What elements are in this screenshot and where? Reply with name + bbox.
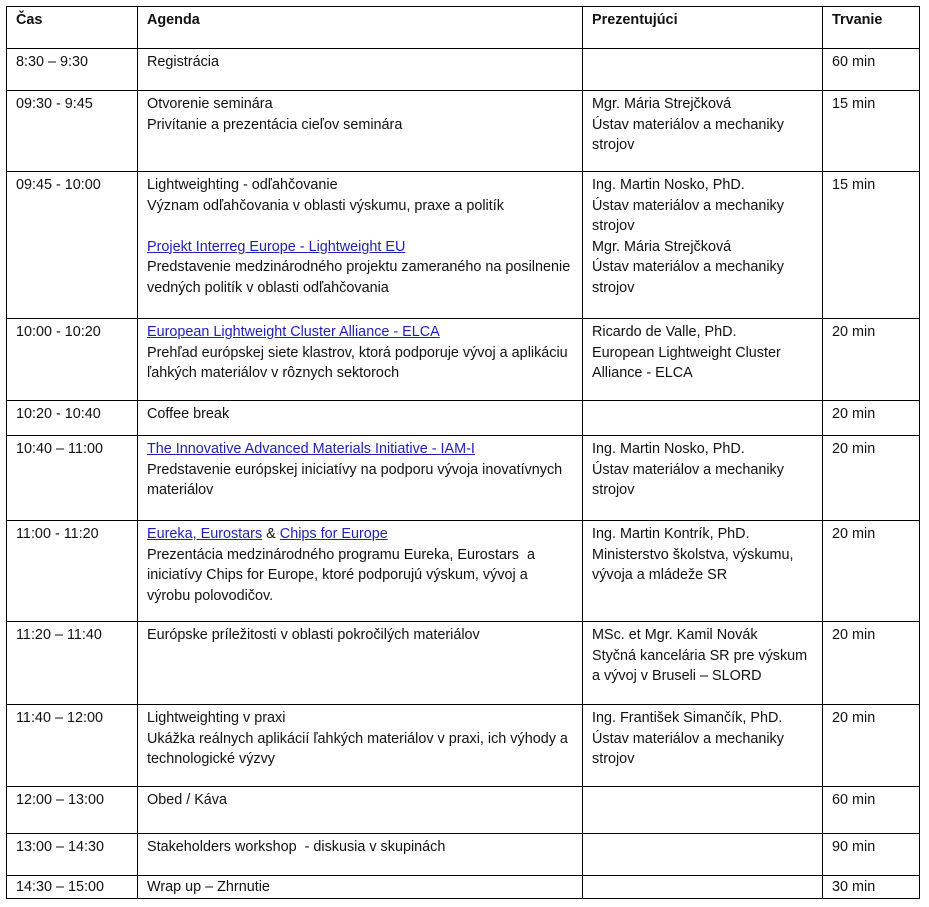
presenter-cell bbox=[583, 787, 823, 834]
table-row bbox=[7, 622, 920, 705]
table-row bbox=[7, 401, 920, 436]
table-row bbox=[7, 705, 920, 787]
duration-cell: 15 min bbox=[823, 172, 920, 319]
time-cell: 09:45 - 10:00 bbox=[7, 172, 138, 319]
presenter-cell bbox=[583, 876, 823, 899]
time-cell: 13:00 – 14:30 bbox=[7, 834, 138, 876]
presenter-line: Ústav materiálov a mechaniky bbox=[592, 461, 784, 478]
agenda-description: Prezentácia medzinárodného programu Eureka, Eurostars a iniciatívy Chips for Europe, ktoré podporujú výskum, vývoj a výrobu polovodičov. bbox=[147, 546, 539, 604]
spacer bbox=[147, 216, 573, 237]
agenda-link-eureka[interactable]: Eureka, Eurostars bbox=[147, 526, 263, 542]
agenda-cell bbox=[138, 319, 583, 401]
time-cell: 10:00 - 10:20 bbox=[7, 319, 138, 401]
header-agenda: Agenda bbox=[138, 7, 583, 49]
presenter-cell bbox=[583, 705, 823, 787]
agenda-title: Lightweighting v praxi bbox=[147, 710, 286, 726]
duration-cell: 60 min bbox=[823, 787, 920, 834]
table-row bbox=[7, 91, 920, 172]
agenda-cell bbox=[138, 521, 583, 622]
presenter-line: Ing. Martin Nosko, PhD. bbox=[592, 177, 745, 193]
agenda-title: Lightweighting - odľahčovanie bbox=[147, 177, 338, 193]
agenda-description: Prehľad európskej siete klastrov, ktorá podporuje vývoj a aplikáciu ľahkých materiálov v rôznych sektoroch bbox=[147, 344, 568, 381]
duration-cell: 15 min bbox=[823, 91, 920, 172]
header-row bbox=[7, 7, 920, 49]
time-cell: 12:00 – 13:00 bbox=[7, 787, 138, 834]
agenda-cell bbox=[138, 834, 583, 876]
time-cell: 11:00 - 11:20 bbox=[7, 521, 138, 622]
presenter-cell bbox=[583, 172, 823, 319]
presenter-cell bbox=[583, 49, 823, 91]
table-row bbox=[7, 521, 920, 622]
duration-cell: 60 min bbox=[823, 49, 920, 91]
agenda-link-elca[interactable]: European Lightweight Cluster Alliance - ELCA bbox=[147, 324, 440, 340]
agenda-title: Obed / Káva bbox=[147, 792, 227, 808]
presenter-cell bbox=[583, 521, 823, 622]
duration-cell: 20 min bbox=[823, 401, 920, 436]
agenda-description: Predstavenie európskej iniciatívy na podporu vývoja inovatívnych materiálov bbox=[147, 461, 563, 498]
agenda-cell bbox=[138, 91, 583, 172]
agenda-cell bbox=[138, 172, 583, 319]
time-cell: 11:40 – 12:00 bbox=[7, 705, 138, 787]
presenter-line: strojov bbox=[592, 482, 635, 498]
presenter-cell bbox=[583, 436, 823, 521]
presenter-line: Alliance - ELCA bbox=[592, 365, 693, 381]
presenter-line: Ústav materiálov a mechaniky bbox=[592, 197, 784, 214]
agenda-title: Coffee break bbox=[147, 406, 230, 422]
presenter-line: Ústav materiálov a mechaniky bbox=[592, 116, 784, 133]
agenda-link-iam-i[interactable]: The Innovative Advanced Materials Initiative - IAM-I bbox=[147, 441, 475, 457]
presenter-line: strojov bbox=[592, 218, 635, 234]
presenter-line: Ústav materiálov a mechaniky bbox=[592, 259, 784, 275]
agenda-links bbox=[147, 524, 573, 545]
table-row bbox=[7, 876, 920, 899]
presenter-cell bbox=[583, 319, 823, 401]
agenda-description: Ukážka reálnych aplikácií ľahkých materiálov v praxi, ich výhody a technologické výzvy bbox=[147, 730, 568, 767]
duration-cell: 90 min bbox=[823, 834, 920, 876]
presenter-cell bbox=[583, 91, 823, 172]
agenda-link-interreg[interactable]: Projekt Interreg Europe - Lightweight EU bbox=[147, 238, 406, 255]
header-presenter: Prezentujúci bbox=[583, 7, 823, 49]
presenter-line: Ing. František Simančík, PhD. bbox=[592, 710, 783, 726]
duration-cell: 20 min bbox=[823, 319, 920, 401]
presenter-line: Ing. Martin Kontrík, PhD. bbox=[592, 526, 750, 542]
agenda-cell bbox=[138, 876, 583, 899]
agenda-title: Stakeholders workshop - diskusia v skupinách bbox=[147, 839, 446, 855]
presenter-line: European Lightweight Cluster bbox=[592, 344, 781, 361]
duration-cell: 20 min bbox=[823, 622, 920, 705]
presenter-line: Mgr. Mária Strejčková bbox=[592, 96, 732, 112]
duration-cell: 20 min bbox=[823, 705, 920, 787]
presenter-line: Ústav materiálov a mechaniky bbox=[592, 730, 784, 747]
agenda-cell bbox=[138, 401, 583, 436]
agenda-cell bbox=[138, 705, 583, 787]
table-row bbox=[7, 834, 920, 876]
agenda-link-chips[interactable]: Chips for Europe bbox=[279, 526, 388, 542]
agenda-cell bbox=[138, 436, 583, 521]
presenter-line: Styčná kancelária SR pre výskum bbox=[592, 647, 808, 664]
agenda-link-description: Predstavenie medzinárodného projektu zameraného na posilnenie vedných politík v oblasti odľahčovania bbox=[147, 259, 571, 296]
duration-cell: 30 min bbox=[823, 876, 920, 899]
agenda-table bbox=[6, 6, 920, 899]
presenter-line: Ricardo de Valle, PhD. bbox=[592, 324, 737, 340]
time-cell: 14:30 – 15:00 bbox=[7, 876, 138, 899]
presenter-cell bbox=[583, 834, 823, 876]
presenter-line: strojov bbox=[592, 137, 635, 153]
link-joiner: & bbox=[262, 526, 280, 542]
time-cell: 09:30 - 9:45 bbox=[7, 91, 138, 172]
time-cell: 10:20 - 10:40 bbox=[7, 401, 138, 436]
agenda-title: Európske príležitosti v oblasti pokročilých materiálov bbox=[147, 627, 480, 643]
time-cell: 10:40 – 11:00 bbox=[7, 436, 138, 521]
agenda-cell bbox=[138, 49, 583, 91]
table-row bbox=[7, 172, 920, 319]
agenda-description: Privítanie a prezentácia cieľov seminára bbox=[147, 116, 403, 133]
table-row bbox=[7, 49, 920, 91]
header-time: Čas bbox=[7, 7, 138, 49]
agenda-description: Význam odľahčovania v oblasti výskumu, praxe a politík bbox=[147, 197, 504, 214]
presenter-line: vývoja a mládeže SR bbox=[592, 567, 728, 583]
duration-cell: 20 min bbox=[823, 521, 920, 622]
presenter-line: Ing. Martin Nosko, PhD. bbox=[592, 441, 745, 457]
presenter-line: MSc. et Mgr. Kamil Novák bbox=[592, 627, 758, 643]
presenter-line: strojov bbox=[592, 751, 635, 767]
presenter-line: Mgr. Mária Strejčková bbox=[592, 238, 732, 255]
presenter-line: a vývoj v Bruseli – SLORD bbox=[592, 668, 762, 684]
table-row bbox=[7, 436, 920, 521]
presenter-line: strojov bbox=[592, 279, 635, 296]
presenter-line: Ministerstvo školstva, výskumu, bbox=[592, 546, 794, 563]
time-cell: 8:30 – 9:30 bbox=[7, 49, 138, 91]
agenda-title: Registrácia bbox=[147, 54, 219, 70]
agenda-title: Otvorenie seminára bbox=[147, 96, 273, 112]
duration-cell: 20 min bbox=[823, 436, 920, 521]
time-cell: 11:20 – 11:40 bbox=[7, 622, 138, 705]
presenter-cell bbox=[583, 401, 823, 436]
agenda-cell bbox=[138, 622, 583, 705]
presenter-cell bbox=[583, 622, 823, 705]
agenda-cell bbox=[138, 787, 583, 834]
table-row bbox=[7, 787, 920, 834]
agenda-title: Wrap up – Zhrnutie bbox=[147, 879, 270, 895]
table-row bbox=[7, 319, 920, 401]
header-duration: Trvanie bbox=[823, 7, 920, 49]
